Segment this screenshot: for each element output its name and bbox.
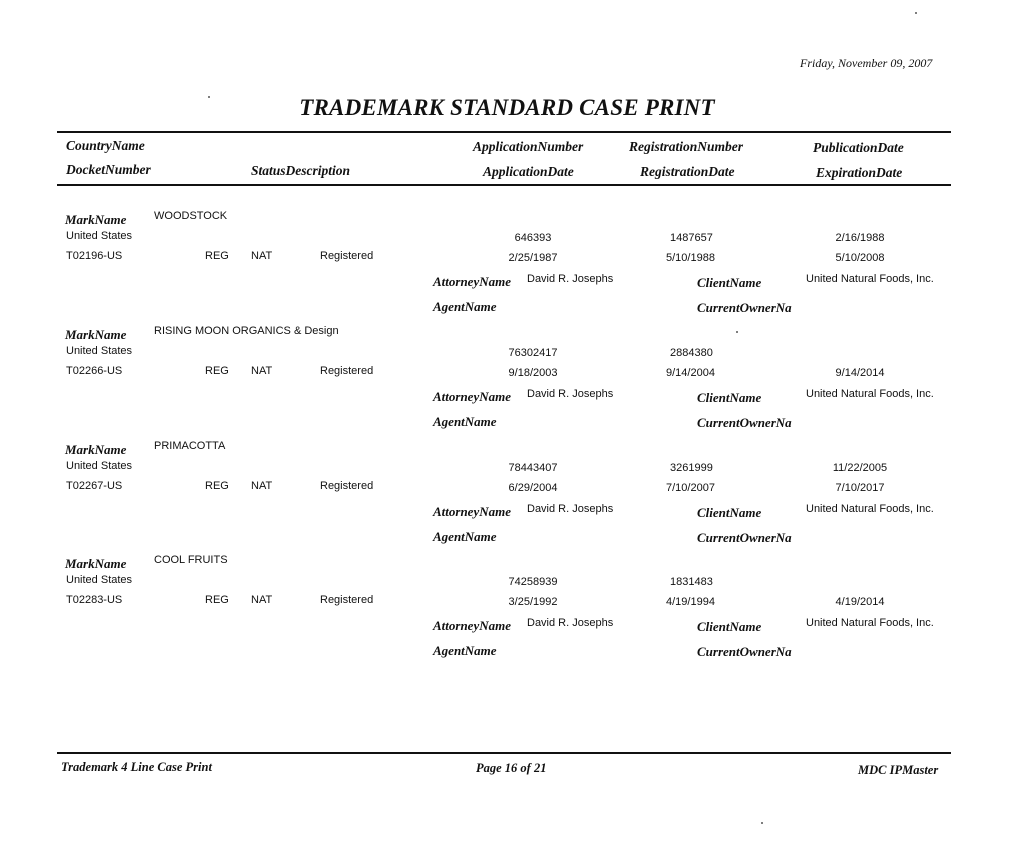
header-top-rule <box>57 131 951 133</box>
country: United States <box>66 574 133 586</box>
expiration-date: 5/10/2008 <box>835 252 885 264</box>
registration-date: 4/19/1994 <box>666 596 715 608</box>
mark-name-label: MarkName <box>65 327 127 342</box>
nat-code: NAT <box>251 250 273 262</box>
client-name-label: ClientName <box>697 505 762 520</box>
docket-number: T02266-US <box>66 365 123 377</box>
attorney-name-label: AttorneyName <box>433 618 511 633</box>
status-description: Registered <box>320 594 374 606</box>
current-owner-label: CurrentOwnerNa <box>697 530 792 545</box>
scan-speck <box>208 96 210 98</box>
attorney-name: David R. Josephs <box>527 503 614 515</box>
application-date: 6/29/2004 <box>508 482 558 494</box>
scan-speck <box>736 331 738 333</box>
nat-code: NAT <box>251 480 273 492</box>
application-date: 3/25/1992 <box>508 596 558 608</box>
attorney-name: David R. Josephs <box>527 388 614 400</box>
current-owner-label: CurrentOwnerNa <box>697 644 792 659</box>
status-code: REG <box>205 365 229 377</box>
registration-number: 1831483 <box>670 576 713 588</box>
footer-rule <box>57 752 951 754</box>
client-name-label: ClientName <box>697 275 762 290</box>
country: United States <box>66 230 133 242</box>
expiration-date: 7/10/2017 <box>835 482 885 494</box>
application-date: 2/25/1987 <box>508 252 558 264</box>
docket-number: T02283-US <box>66 594 123 606</box>
col-publication-date: PublicationDate <box>813 140 904 155</box>
agent-name-label: AgentName <box>433 529 497 544</box>
status-code: REG <box>205 594 229 606</box>
expiration-date: 4/19/2014 <box>835 596 885 608</box>
col-application-date: ApplicationDate <box>483 164 574 179</box>
status-description: Registered <box>320 250 374 262</box>
mark-name: PRIMACOTTA <box>154 440 226 452</box>
col-expiration-date: ExpirationDate <box>816 165 903 180</box>
col-status-description: StatusDescription <box>251 163 351 178</box>
country: United States <box>66 345 133 357</box>
agent-name-label: AgentName <box>433 299 497 314</box>
client-name: United Natural Foods, Inc. <box>806 617 934 629</box>
client-name-label: ClientName <box>697 390 762 405</box>
client-name-label: ClientName <box>697 619 762 634</box>
mark-name: RISING MOON ORGANICS & Design <box>154 325 339 337</box>
col-registration-number: RegistrationNumber <box>629 139 744 154</box>
mark-name: WOODSTOCK <box>154 210 228 222</box>
footer-page-number: Page 16 of 21 <box>476 761 547 775</box>
publication-date: 2/16/1988 <box>835 232 885 244</box>
application-number: 76302417 <box>508 347 558 359</box>
status-code: REG <box>205 480 229 492</box>
current-owner-label: CurrentOwnerNa <box>697 300 792 315</box>
registration-number: 3261999 <box>670 462 713 474</box>
status-description: Registered <box>320 365 374 377</box>
attorney-name-label: AttorneyName <box>433 389 511 404</box>
application-date: 9/18/2003 <box>508 367 558 379</box>
print-date: Friday, November 09, 2007 <box>800 56 933 70</box>
col-application-number: ApplicationNumber <box>473 139 584 154</box>
docket-number: T02267-US <box>66 480 123 492</box>
registration-number: 2884380 <box>670 347 713 359</box>
mark-name-label: MarkName <box>65 212 127 227</box>
expiration-date: 9/14/2014 <box>835 367 885 379</box>
nat-code: NAT <box>251 365 273 377</box>
mark-name: COOL FRUITS <box>154 554 228 566</box>
agent-name-label: AgentName <box>433 643 497 658</box>
client-name: United Natural Foods, Inc. <box>806 388 934 400</box>
agent-name-label: AgentName <box>433 414 497 429</box>
footer-product-name: MDC IPMaster <box>858 763 939 777</box>
nat-code: NAT <box>251 594 273 606</box>
client-name: United Natural Foods, Inc. <box>806 503 934 515</box>
footer-report-name: Trademark 4 Line Case Print <box>61 760 212 774</box>
mark-name-label: MarkName <box>65 442 127 457</box>
col-country-name: CountryName <box>66 138 145 153</box>
mark-name-label: MarkName <box>65 556 127 571</box>
attorney-name-label: AttorneyName <box>433 504 511 519</box>
application-number: 78443407 <box>508 462 558 474</box>
client-name: United Natural Foods, Inc. <box>806 273 934 285</box>
status-description: Registered <box>320 480 374 492</box>
header-bottom-rule <box>57 184 951 186</box>
scan-speck <box>761 822 763 824</box>
registration-date: 5/10/1988 <box>666 252 715 264</box>
report-title: TRADEMARK STANDARD CASE PRINT <box>299 95 715 120</box>
application-number: 646393 <box>514 232 552 244</box>
col-registration-date: RegistrationDate <box>640 164 735 179</box>
attorney-name-label: AttorneyName <box>433 274 511 289</box>
attorney-name: David R. Josephs <box>527 273 614 285</box>
attorney-name: David R. Josephs <box>527 617 614 629</box>
status-code: REG <box>205 250 229 262</box>
registration-number: 1487657 <box>670 232 713 244</box>
registration-date: 7/10/2007 <box>666 482 715 494</box>
application-number: 74258939 <box>508 576 558 588</box>
docket-number: T02196-US <box>66 250 123 262</box>
publication-date: 11/22/2005 <box>832 462 888 474</box>
col-docket-number: DocketNumber <box>66 162 151 177</box>
registration-date: 9/14/2004 <box>666 367 715 379</box>
scan-speck <box>915 12 917 14</box>
country: United States <box>66 460 133 472</box>
current-owner-label: CurrentOwnerNa <box>697 415 792 430</box>
